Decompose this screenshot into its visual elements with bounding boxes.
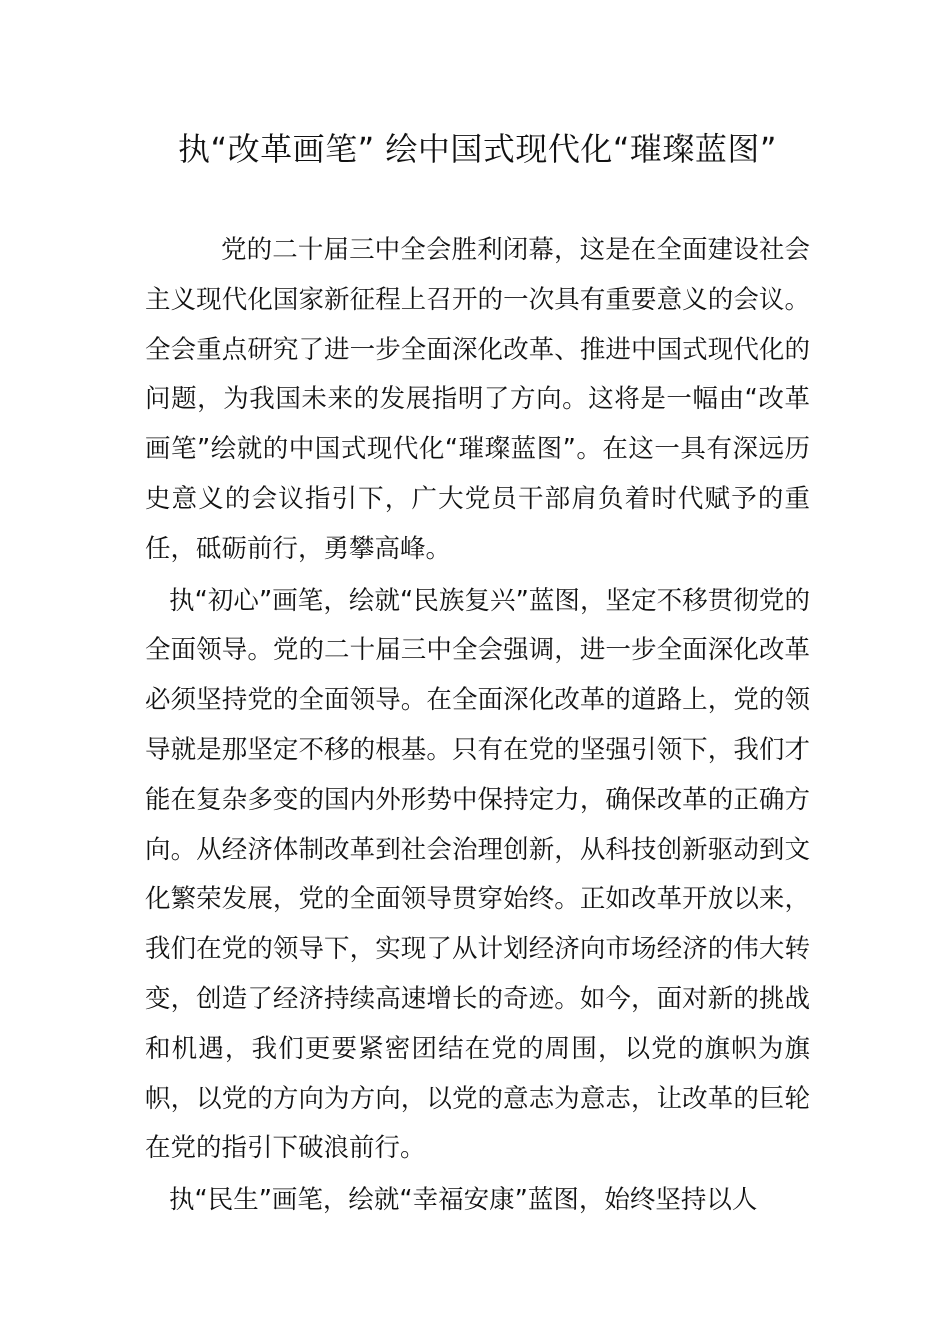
document-title: 执“改革画笔” 绘中国式现代化“璀璨蓝图” — [178, 130, 777, 168]
document-body — [145, 226, 810, 1228]
paragraph-livelihood: 执“民生”画笔，绘就“幸福安康”蓝图，始终坚持以人 — [169, 1185, 758, 1216]
paragraph-leadership: 执“初心”画笔，绘就“民族复兴”蓝图，坚定不移贯彻党的全面领导。党的二十届三中全会强调，进一步全面深化改革必须坚持党的全面领导。在全面深化改革的道路上，党的领导就是那坚定不移的根基。只有在党的坚强引领下，我们才能在复杂多变的国内外形势中保持定力，确保改革的正确方向。从经济体制改革到社会治理创新，从科技创新驱动到文化繁荣发展，党的全面领导贯穿始终。正如改革开放以来，我们在党的领导下，实现了从计划经济向市场经济的伟大转变，创造了经济持续高速增长的奇迹。如今，面对新的挑战和机遇，我们更要紧密团结在党的周围，以党的旗帜为旗帜，以党的方向为方向，以党的意志为意志，让改革的巨轮在党的指引下破浪前行。 — [145, 585, 810, 1164]
paragraph-intro: 党的二十届三中全会胜利闭幕，这是在全面建设社会主义现代化国家新征程上召开的一次具有重要意义的会议。全会重点研究了进一步全面深化改革、推进中国式现代化的问题，为我国未来的发展指明了方向。这将是一幅由“改革画笔”绘就的中国式现代化“璀璨蓝图”。在这一具有深远历史意义的会议指引下，广大党员干部肩负着时代赋予的重任，砥砺前行，勇攀高峰。 — [145, 235, 810, 564]
